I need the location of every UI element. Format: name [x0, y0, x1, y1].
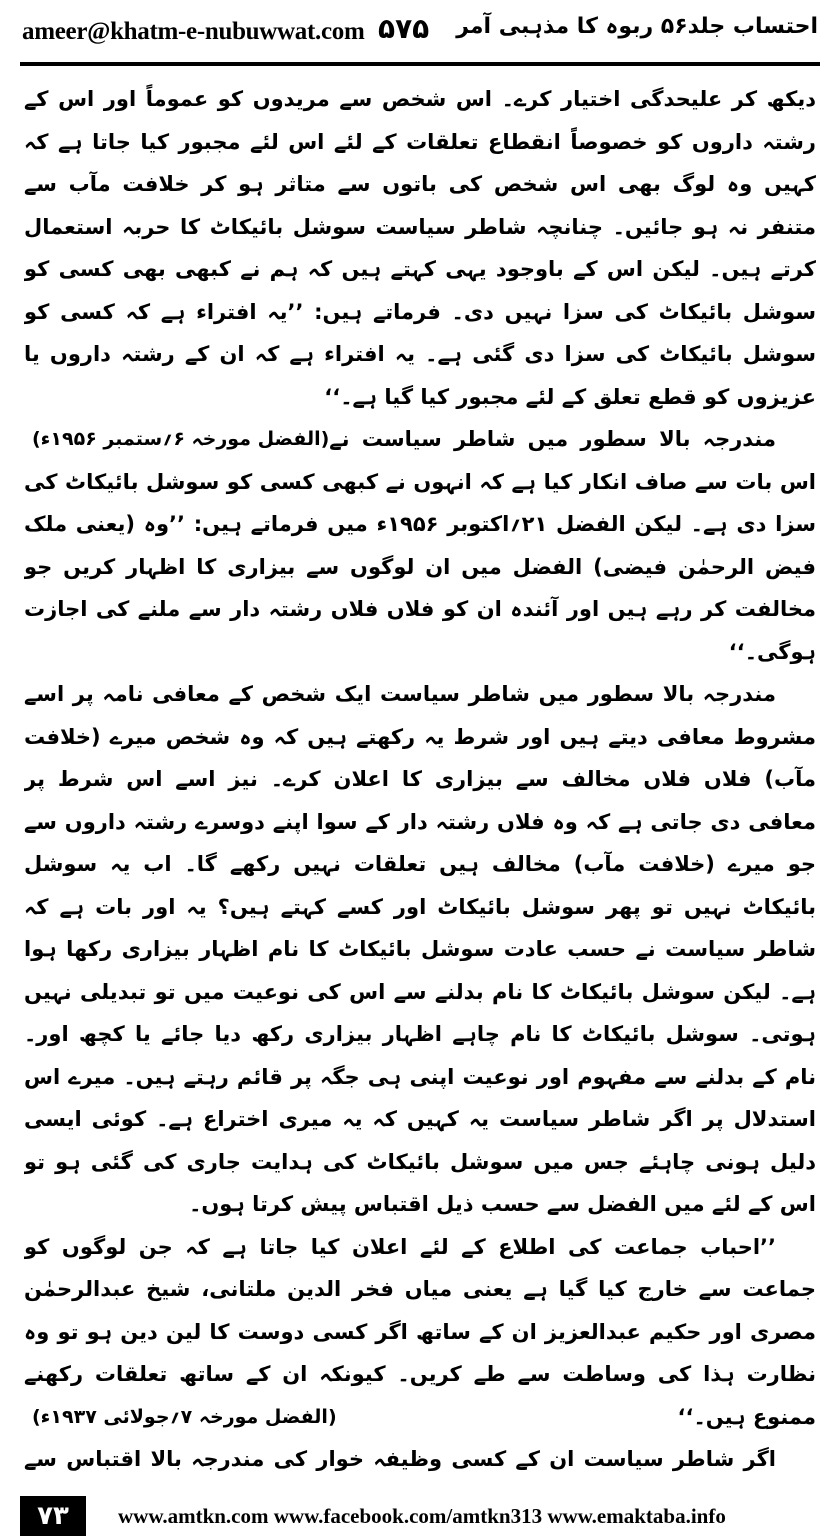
citation-2: (الفضل مورخہ ۷؍جولائی ۱۹۳۷ء) — [32, 1405, 337, 1428]
paragraph-2: مندرجہ بالا سطور میں شاطر سیاست نے اس بات سے صاف انکار کیا ہے کہ انہوں نے کبھی کسی کو سوشل بائیکاٹ کی سزا دی ہے۔ لیکن الفضل ۲۱؍اکتوبر ۱۹۵۶ء میں فرماتے ہیں: ’’وہ (یعنی ملک فیض الرحمٰن فیضی) الفضل میں ان لوگوں سے بیزاری کا اظہار کریں جو مخالفت کر رہے ہیں اور آئندہ ان کو فلاں فلاں رشتہ دار سے ملنے کی اجازت ہوگی۔‘‘ — [24, 427, 816, 664]
page-header — [0, 0, 840, 60]
paragraph-4-quote — [24, 1226, 816, 1439]
footer-links[interactable]: www.amtkn.com www.facebook.com/amtkn313 www.emaktaba.info — [118, 1504, 726, 1528]
paragraph-1 — [24, 78, 816, 450]
header-email: ameer@khatm-e-nubuwwat.com — [22, 18, 365, 45]
paragraph-1-text: دیکھ کر علیحدگی اختیار کرے۔ اس شخص سے مریدوں کو عموماً اور اس کے رشتہ داروں کو خصوصاً انقطاع تعلقات کے لئے اس لئے مجبور کیا جاتا ہے کہ کہیں وہ لوگ بھی اس شخص کی باتوں سے متاثر ہو کر خلافت مآب سے متنفر نہ ہو جائیں۔ چنانچہ شاطر سیاست سوشل بائیکاٹ کا حربہ استعمال کرتے ہیں۔ لیکن اس کے باوجود یہی کہتے ہیں کہ ہم نے کبھی بھی کسی کو سوشل بائیکاٹ کی سزا نہیں دی۔ فرماتے ہیں: ’’یہ افتراء ہے کہ کسی کو سوشل بائیکاٹ کی سزا دی گئی ہے۔ یہ افتراء ہے کہ ان کے رشتہ داروں یا عزیزوں کو قطع تعلق کے لئے مجبور کیا گیا ہے۔‘‘ — [24, 87, 816, 409]
page-number: ۵۷۵ — [378, 12, 430, 45]
running-title: احتساب جلد۵۶ ربوہ کا مذہبی آمر — [456, 14, 818, 39]
paragraph-5: اگر شاطر سیاست ان کے کسی وظیفہ خوار کی مندرجہ بالا اقتباس سے — [24, 1447, 776, 1471]
page-footer — [0, 1492, 840, 1540]
paragraph-4-text: ’’احباب جماعت کی اطلاع کے لئے اعلان کیا جاتا ہے کہ جن لوگوں کو جماعت سے خارج کیا گیا ہے یعنی میاں فخر الدین ملتانی، شیخ عبدالرحمٰن مصری اور حکیم عبدالعزیز ان کے ساتھ اگر کسی دوست کا لین دین ہو تو وہ نظارت ہذا کی وساطت سے طے کریں۔ کیونکہ ان کے ساتھ تعلقات رکھنے ممنوع ہیں۔‘‘ — [24, 1234, 816, 1429]
page-body — [24, 78, 816, 1478]
footer-page-marker: ۷۳ — [20, 1496, 86, 1536]
citation-1: (الفضل مورخہ ۶؍ستمبر ۱۹۵۶ء) — [32, 428, 330, 450]
header-rule — [20, 62, 820, 66]
paragraph-3: مندرجہ بالا سطور میں شاطر سیاست ایک شخص کے معافی نامہ پر اسے مشروط معافی دیتے ہیں اور شرط یہ رکھتے ہیں کہ وہ شخص میرے (خلافت مآب) فلاں فلاں مخالف سے بیزاری کا اعلان کرے۔ نیز اسے اس شرط پر معافی دی جاتی ہے کہ وہ فلاں رشتہ دار کے سوا اپنے دوسرے رشتہ داروں سے جو میرے (خلافت مآب) مخالف ہیں تعلقات نہیں رکھے گا۔ اب یہ سوشل بائیکاٹ نہیں تو پھر سوشل بائیکاٹ اور کسے کہتے ہیں؟ یہ اور بات ہے کہ شاطر سیاست نے حسب عادت سوشل بائیکاٹ کا نام اظہار بیزاری رکھا ہوا ہے۔ لیکن سوشل بائیکاٹ کا نام بدلنے سے اس کی نوعیت میں تو تبدیلی نہیں ہوتی۔ سوشل بائیکاٹ کا نام چاہے اظہار بیزاری رکھ دیا جائے یا کچھ اور۔ نام کے بدلنے سے مفہوم اور نوعیت اپنی ہی جگہ پر قائم رہتے ہیں۔ میرے اس استدلال پر اگر شاطر سیاست یہ کہیں کہ یہ میری اختراع ہے۔ کوئی ایسی دلیل ہونی چاہئے جس میں سوشل بائیکاٹ کی ہدایت جاری کی گئی ہو تو اس کے لئے میں الفضل سے حسب ذیل اقتباس پیش کرتا ہوں۔ — [24, 682, 816, 1216]
